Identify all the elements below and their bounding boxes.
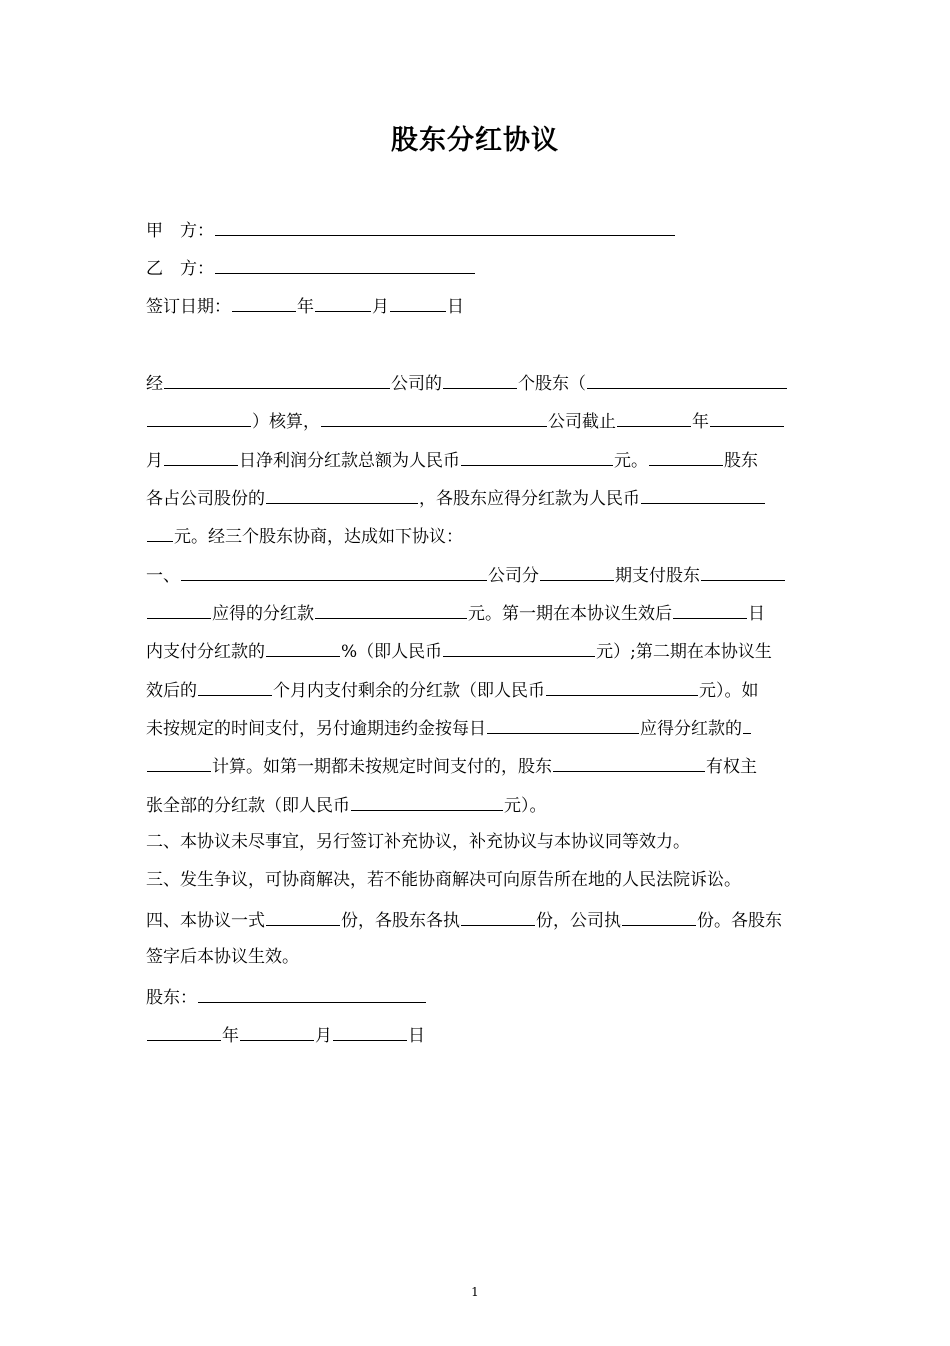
party-b-label: 乙 方： — [146, 259, 214, 279]
signature-month-blank[interactable] — [240, 1022, 314, 1041]
clause-1-line-1 — [146, 562, 806, 588]
para-line-1 — [146, 370, 806, 396]
para-text: 月 — [146, 451, 163, 471]
clause-text: 个月内支付剩余的分红款（即人民币 — [273, 681, 545, 701]
para-text: 经 — [146, 374, 163, 394]
second-amount-blank[interactable] — [546, 677, 698, 696]
clause-2: 二、本协议未尽事宜，另行签订补充协议，补充协议与本协议同等效力。 — [146, 832, 690, 852]
cutoff-year-blank[interactable] — [617, 408, 691, 427]
clause1-shareholder-blank[interactable] — [701, 562, 785, 581]
clause1-dividend-blank[interactable] — [315, 600, 467, 619]
installments-blank[interactable] — [540, 562, 614, 581]
para-text: 元。经三个股东协商，达成如下协议： — [174, 527, 463, 547]
clause-3: 三、发生争议，可协商解决，若不能协商解决可向原告所在地的人民法院诉讼。 — [146, 870, 741, 890]
sign-month-blank[interactable] — [315, 293, 371, 312]
sign-date-line — [146, 293, 806, 319]
para-text: 元。 — [614, 451, 648, 471]
cutoff-day-blank[interactable] — [164, 447, 238, 466]
share-percent-blank[interactable] — [266, 485, 418, 504]
clause-text: 应得的分红款 — [212, 604, 314, 624]
clause-text: 份。各股东 — [697, 911, 782, 931]
shareholders-blank-cont[interactable] — [147, 408, 251, 427]
para-text: 股东 — [724, 451, 758, 471]
para-text: 日净利润分红款总额为人民币 — [239, 451, 460, 471]
para-line-4 — [146, 485, 806, 511]
dividend-amount-blank[interactable] — [641, 485, 765, 504]
shareholder-label: 股东： — [146, 988, 197, 1008]
month-label: 月 — [372, 297, 389, 317]
signature-year-blank[interactable] — [147, 1022, 221, 1041]
signature-date-line — [146, 1022, 806, 1048]
party-a-line — [146, 217, 806, 243]
para-text: 个股东（ — [518, 374, 586, 394]
party-b-line — [146, 255, 806, 281]
para-line-5 — [146, 523, 806, 549]
clause-text: 元）;第二期在本协议生 — [596, 642, 772, 662]
day-label: 日 — [447, 297, 464, 317]
penalty-basis-blank-cont[interactable] — [147, 753, 211, 772]
clause1-shareholder-blank-cont[interactable] — [147, 600, 211, 619]
clause-text: 一、 — [146, 566, 180, 586]
copies-company-blank[interactable] — [622, 907, 696, 926]
company-name-blank[interactable] — [164, 370, 390, 389]
clause1-company-blank[interactable] — [181, 562, 487, 581]
shareholder-signature-blank[interactable] — [198, 984, 426, 1003]
clause-text: 有权主 — [706, 757, 757, 777]
clause-text: 计算。如第一期都未按规定时间支付的，股东 — [212, 757, 552, 777]
clause-text: 元）。如 — [699, 681, 759, 701]
para-text: 各占公司股份的 — [146, 489, 265, 509]
para-line-3 — [146, 447, 806, 473]
sign-year-blank[interactable] — [232, 293, 296, 312]
para-text: 年 — [692, 412, 709, 432]
shareholders-blank[interactable] — [587, 370, 787, 389]
clause-text: 份，公司执 — [536, 911, 621, 931]
party-a-blank[interactable] — [215, 217, 675, 236]
penalty-rate-blank[interactable] — [487, 715, 639, 734]
dividend-amount-blank-cont[interactable] — [147, 523, 173, 542]
para-text: 公司的 — [391, 374, 442, 394]
claim-shareholder-blank[interactable] — [553, 753, 705, 772]
company-blank-2[interactable] — [321, 408, 547, 427]
clause-text: 元）。 — [504, 796, 547, 816]
para-text: ，各股东应得分红款为人民币 — [419, 489, 640, 509]
party-b-blank[interactable] — [215, 255, 475, 274]
clause-1-line-5 — [146, 715, 806, 741]
shareholder-name-blank[interactable] — [649, 447, 723, 466]
first-period-days-blank[interactable] — [673, 600, 747, 619]
year-label: 年 — [222, 1026, 239, 1046]
year-label: 年 — [297, 297, 314, 317]
sign-date-label: 签订日期： — [146, 297, 231, 317]
document-title: 股东分红协议 — [391, 125, 559, 156]
signature-day-blank[interactable] — [333, 1022, 407, 1041]
first-amount-blank[interactable] — [443, 638, 595, 657]
clause-text: 份，各股东各执 — [341, 911, 460, 931]
clause-text: %（即人民币 — [341, 642, 443, 662]
cutoff-month-blank[interactable] — [710, 408, 784, 427]
sign-day-blank[interactable] — [390, 293, 446, 312]
clause-text: 效后的 — [146, 681, 197, 701]
clause-text: 日 — [748, 604, 765, 624]
shareholder-count-blank[interactable] — [443, 370, 517, 389]
clause-1-line-2 — [146, 600, 806, 626]
clause-text: 元。第一期在本协议生效后 — [468, 604, 672, 624]
clause-1-line-4 — [146, 677, 806, 703]
clause-text: 内支付分红款的 — [146, 642, 265, 662]
para-line-2 — [146, 408, 806, 434]
party-a-label: 甲 方： — [146, 221, 214, 241]
month-label: 月 — [315, 1026, 332, 1046]
para-text: ）核算， — [252, 412, 320, 432]
page-number: 1 — [471, 1285, 479, 1299]
second-period-months-blank[interactable] — [198, 677, 272, 696]
clause-4-line-2: 签字后本协议生效。 — [146, 947, 299, 967]
clause-1-line-3 — [146, 638, 806, 664]
claim-amount-blank[interactable] — [351, 792, 503, 811]
clause-1-line-6 — [146, 753, 806, 779]
copies-each-blank[interactable] — [461, 907, 535, 926]
clause-text: 四、本协议一式 — [146, 911, 265, 931]
clause-text: 公司分 — [488, 566, 539, 586]
clause-1-line-7 — [146, 792, 806, 818]
clause-text: 应得分红款的 — [640, 719, 742, 739]
clause-text: 张全部的分红款（即人民币 — [146, 796, 350, 816]
penalty-basis-blank[interactable] — [743, 715, 751, 734]
clause-text: 未按规定的时间支付，另付逾期违约金按每日 — [146, 719, 486, 739]
para-text: 公司截止 — [548, 412, 616, 432]
clause-text: 期支付股东 — [615, 566, 700, 586]
clause-4-line-1 — [146, 907, 806, 933]
copies-total-blank[interactable] — [266, 907, 340, 926]
shareholder-signature-line — [146, 984, 806, 1010]
total-profit-blank[interactable] — [461, 447, 613, 466]
day-label: 日 — [408, 1026, 425, 1046]
first-percent-blank[interactable] — [266, 638, 340, 657]
